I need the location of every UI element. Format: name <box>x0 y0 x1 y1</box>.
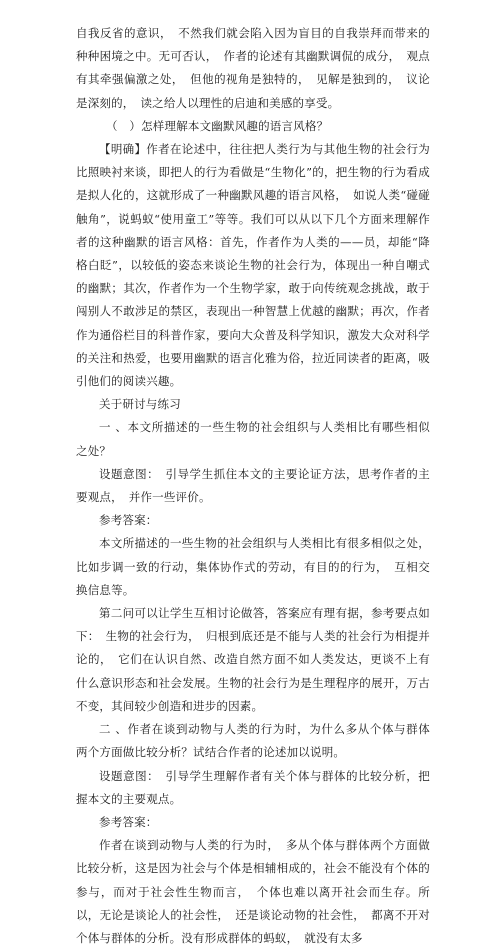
design-intent-1: 设题意图： 引导学生抓住本文的主要论证方法，思考作者的主要观点， 并作一些评价。 <box>76 466 430 505</box>
section-heading-exercises: 关于研讨与练习 <box>99 397 181 412</box>
document-page <box>76 22 430 950</box>
answer-1-part-1: 本文所描述的一些生物的社会组织与人类相比有很多相似之处，比如步调一致的行动，集体协作式的劳动，有目的的行为， 互相交换信息等。 <box>76 536 430 597</box>
exercise-question-2: 二 、作者在谈到动物与人类的行为时，为什么多从个体与群体两个方面做比较分析？试结合作者的论述加以说明。 <box>76 722 430 760</box>
exercise-question-1: 一 、本文所描述的一些生物的社会组织与人类相比有哪些相似之处？ <box>76 420 430 458</box>
paragraph-answer-humor: 【明确】作者在论述中，往往把人类行为与其他生物的社会行为比照映衬来谈，即把人的行为看做是“生物化”的，把生物的行为看成是拟人化的，这就形成了一种幽默风趣的语言风格， 如说人类“碰碰触角”，说蚂蚁“使用童工”等等。我们可以从以下几个方面来理解作者的这种幽默的语言风格：首先，作者作为人类的——员，却能“降格白眨”，以较低的姿态来谈论生物的社会行为，体现出一种自嘲式的幽默；其次，作者作为一个生物学家，敢于向传统观念挑战，敢于闯别人不敢涉足的禁区，表现出一种智慧上优越的幽默；再次，作者作为通俗栏目的科普作家，要向大众普及科学知识，激发大众对科学的关注和热爱，也要用幽默的语言化雅为俗，拉近同读者的距离，吸引他们的阅读兴趣。 <box>76 142 430 389</box>
paragraph-intro-conclusion: 自我反省的意识， 不然我们就会陷入因为盲目的自我崇拜而带来的种种困境之中。无可否认， 作者的论述有其幽默调侃的成分， 观点有其牵强偏激之处， 但他的视角是独特的， 见解是独到的， 议论是深刻的， 读之给人以理性的启迪和美感的享受。 <box>76 26 430 110</box>
design-intent-2: 设题意图： 引导学生理解作者有关个体与群体的比较分析，把握本文的主要观点。 <box>76 768 430 806</box>
answer-1-part-2: 第二问可以让学生互相讨论做答，答案应有理有据，参考要点如下： 生物的社会行为， 归根到底还是不能与人类的社会行为相提并论的， 它们在认识自然、改造自然方面不如人类发达，更谈不上有什么意识形态和社会发展。生物的社会行为是生理程序的展开，万古不变，其间较少创造和进步的因素。 <box>76 606 430 713</box>
question-humor-style: （ ）怎样理解本文幽默风趣的语言风格？ <box>106 118 329 133</box>
reference-answer-label-2: 参考答案： <box>99 814 158 829</box>
reference-answer-label-1: 参考答案： <box>99 513 158 528</box>
answer-2: 作者在谈到动物与人类的行为时， 多从个体与群体两个方面做比较分析，这是因为社会与个体是相辅相成的，社会不能没有个体的参与，而对于社会性生物而言， 个体也难以离开社会而生存。所以，无论是谈论人的社会性， 还是谈论动物的社会性， 都离不开对个体与群体的分析。没有形成群体的蚂蚁， 就没有太多 <box>76 838 430 945</box>
